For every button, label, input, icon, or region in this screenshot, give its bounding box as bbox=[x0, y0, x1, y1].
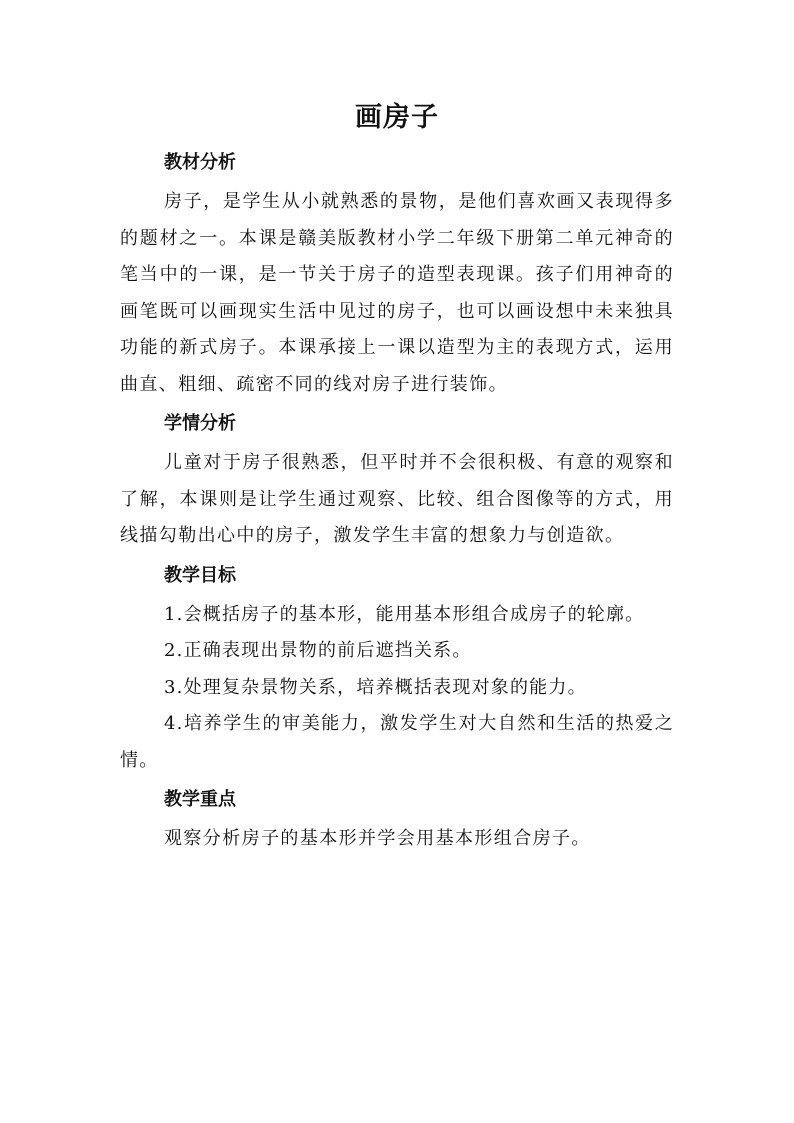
section-teaching-goals bbox=[120, 559, 674, 780]
section-heading: 教学目标 bbox=[164, 564, 236, 586]
section-paragraph: 儿童对于房子很熟悉，但平时并不会很积极、有意的观察和了解，本课则是让学生通过观察、比较、组合图像等的方式，用线描勾勒出心中的房子，激发学生丰富的想象力与创造欲。 bbox=[120, 452, 674, 546]
section-student-analysis bbox=[120, 407, 674, 555]
section-heading: 教学重点 bbox=[164, 789, 236, 810]
goal-item: 1.会概括房子的基本形，能用基本形组合成房子的轮廓。 bbox=[164, 603, 645, 625]
section-paragraph: 房子，是学生从小就熟悉的景物，是他们喜欢画又表现得多的题材之一。本课是赣美版教材小学二年级下册第二单元神奇的笔当中的一课，是一节关于房子的造型表现课。孩子们用神奇的画笔既可以画现实生活中见过的房子，也可以画设想中未来独具功能的新式房子。本课承接上一课以造型为主的表现方式，运用曲直、粗细、疏密不同的线对房子进行装饰。 bbox=[120, 191, 674, 395]
section-heading: 教材分析 bbox=[164, 152, 236, 173]
goal-item: 4.培养学生的审美能力，激发学生对大自然和生活的热爱之情。 bbox=[120, 713, 674, 771]
section-heading: 学情分析 bbox=[164, 413, 236, 434]
document-title: 画房子 bbox=[355, 102, 439, 133]
section-textbook-analysis bbox=[120, 146, 674, 403]
goal-item: 2.正确表现出景物的前后遮挡关系。 bbox=[164, 640, 472, 661]
section-teaching-focus bbox=[120, 783, 674, 858]
section-paragraph: 观察分析房子的基本形并学会用基本形组合房子。 bbox=[164, 828, 591, 849]
goal-item: 3.处理复杂景物关系，培养概括表现对象的能力。 bbox=[164, 676, 587, 698]
